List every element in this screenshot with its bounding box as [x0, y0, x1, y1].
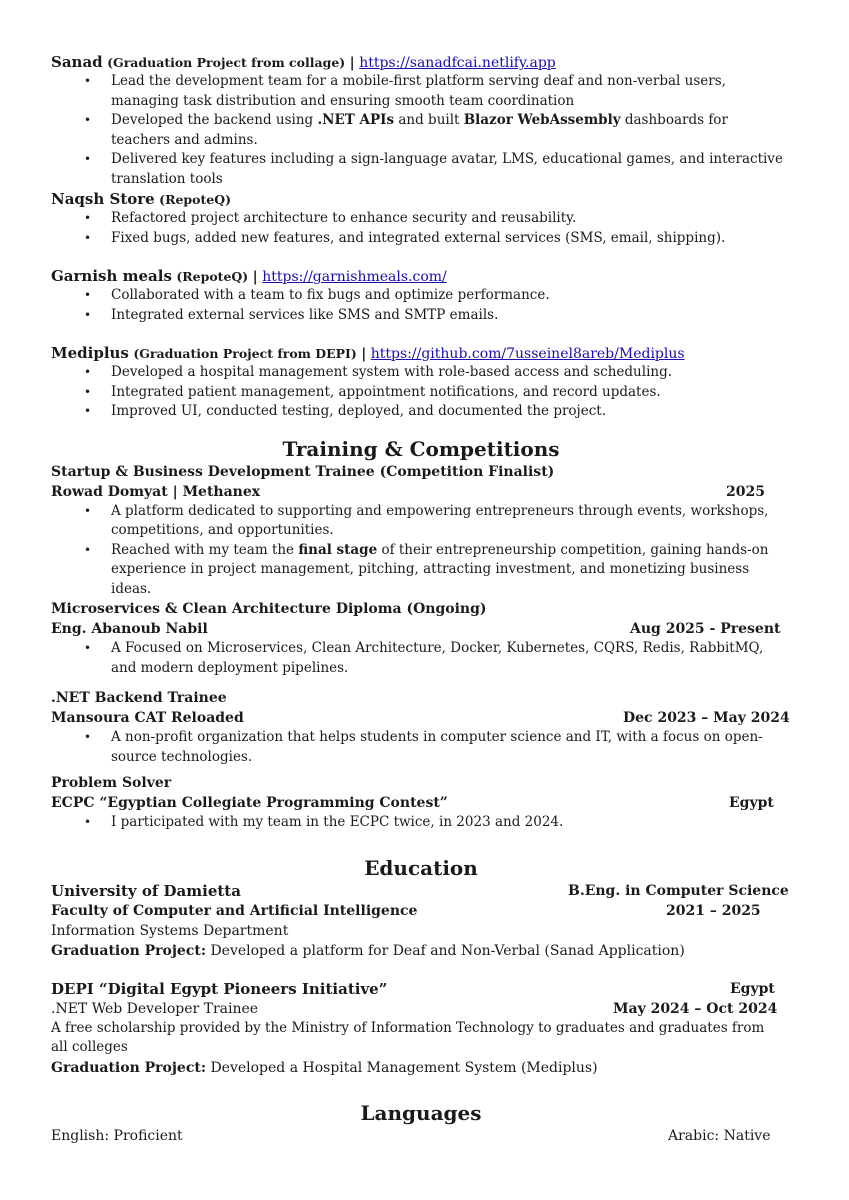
training-org-row	[51, 793, 791, 813]
training-date: Dec 2023 – May 2024	[623, 710, 790, 726]
list-item: • I participated with my team in the ECPC twice, in 2023 and 2024.	[51, 813, 791, 833]
training-org-row	[51, 708, 791, 728]
project-header-sanad	[51, 52, 791, 72]
separator: |	[252, 269, 258, 285]
project-bullets-mediplus	[51, 363, 791, 422]
department: Information Systems Department	[51, 922, 289, 939]
section-title-training: Training & Competitions	[282, 436, 560, 461]
list-item: • Reached with my team the final stage of their entrepreneurship competition, gaining hands-on experience in project management, pitching, attracting investment, and monetizing business ideas.	[51, 541, 791, 600]
training-org: Eng. Abanoub Nabil	[51, 621, 208, 637]
education-uni-row	[51, 881, 791, 901]
list-item: • Developed the backend using .NET APIs and built Blazor WebAssembly dashboards for teachers and admins.	[51, 111, 791, 150]
list-item: • Lead the development team for a mobile-first platform serving deaf and non-verbal users, managing task distribution and ensuring smooth team coordination	[51, 72, 791, 111]
list-item: • Delivered key features including a sign-language avatar, LMS, educational games, and interactive translation tools	[51, 150, 791, 189]
years: 2021 – 2025	[666, 902, 761, 919]
training-date: Aug 2025 - Present	[630, 621, 781, 637]
separator: |	[349, 55, 355, 71]
education-depi-row	[51, 979, 791, 999]
training-bullets	[51, 813, 791, 833]
graduation-project: Graduation Project: Developed a Hospital Management System (Mediplus)	[51, 1059, 598, 1076]
education-depi-role-row	[51, 999, 791, 1019]
language-english: English: Proficient	[51, 1127, 183, 1144]
section-title-languages: Languages	[360, 1100, 482, 1125]
list-item: • Improved UI, conducted testing, deployed, and documented the project.	[51, 402, 791, 422]
project-header-mediplus	[51, 343, 791, 363]
resume-page	[51, 52, 791, 1146]
project-context: (Graduation Project from collage)	[107, 55, 346, 70]
training-date: Egypt	[729, 795, 774, 811]
list-item: • Refactored project architecture to enhance security and reusability.	[51, 209, 791, 229]
training-org: Mansoura CAT Reloaded	[51, 710, 244, 726]
project-context: (RepoteQ)	[176, 269, 249, 284]
project-name: Naqsh Store	[51, 190, 155, 208]
training-org: Rowad Domyat | Methanex	[51, 483, 261, 500]
list-item: • Fixed bugs, added new features, and integrated external services (SMS, email, shipping).	[51, 229, 791, 249]
training-role: .NET Backend Trainee	[51, 690, 227, 706]
depi-dates: May 2024 – Oct 2024	[613, 1000, 778, 1017]
section-title-education: Education	[364, 855, 478, 880]
project-context: (RepoteQ)	[159, 192, 232, 207]
list-item: • Developed a hospital management system with role-based access and scheduling.	[51, 363, 791, 383]
degree: B.Eng. in Computer Science	[568, 882, 789, 899]
list-item: • Integrated external services like SMS and SMTP emails.	[51, 306, 791, 326]
training-date: 2025	[726, 483, 765, 500]
project-link-sanad[interactable]: https://sanadfcai.netlify.app	[359, 55, 556, 71]
project-bullets-garnish	[51, 286, 791, 325]
training-bullets	[51, 502, 791, 600]
project-link-mediplus[interactable]: https://github.com/7usseinel8areb/Mediplus	[370, 346, 685, 362]
project-context: (Graduation Project from DEPI)	[133, 346, 357, 361]
project-bullets-sanad	[51, 72, 791, 189]
list-item: • Integrated patient management, appointment notifications, and record updates.	[51, 383, 791, 403]
training-bullets	[51, 728, 791, 767]
depi-description: A free scholarship provided by the Ministry of Information Technology to graduates and graduates from all colleges	[51, 1019, 765, 1055]
language-arabic: Arabic: Native	[668, 1127, 771, 1144]
depi-role: .NET Web Developer Trainee	[51, 1000, 259, 1017]
project-bullets-naqsh	[51, 209, 791, 248]
project-name: Sanad	[51, 53, 103, 71]
project-link-garnish[interactable]: https://garnishmeals.com/	[262, 269, 447, 285]
list-item: • A platform dedicated to supporting and empowering entrepreneurs through events, workshops, competitions, and opportunities.	[51, 502, 791, 541]
separator: |	[361, 346, 367, 362]
depi-name: DEPI “Digital Egypt Pioneers Initiative”	[51, 979, 388, 998]
training-org-row	[51, 619, 791, 639]
graduation-project: Graduation Project: Developed a platform for Deaf and Non-Verbal (Sanad Application)	[51, 942, 685, 959]
project-name: Mediplus	[51, 344, 129, 362]
faculty: Faculty of Computer and Artificial Intelligence	[51, 902, 418, 919]
training-org: ECPC “Egyptian Collegiate Programming Contest”	[51, 795, 448, 811]
depi-location: Egypt	[730, 980, 775, 997]
list-item: • Collaborated with a team to fix bugs and optimize performance.	[51, 286, 791, 306]
training-role: Microservices & Clean Architecture Diploma (Ongoing)	[51, 601, 487, 617]
list-item: • A non-profit organization that helps students in computer science and IT, with a focus on open-source technologies.	[51, 728, 791, 767]
project-header-naqsh	[51, 189, 791, 209]
education-faculty-row	[51, 901, 791, 921]
university-name: University of Damietta	[51, 881, 241, 900]
list-item: • A Focused on Microservices, Clean Architecture, Docker, Kubernetes, CQRS, Redis, RabbitMQ, and modern deployment pipelines.	[51, 639, 791, 678]
training-role: Problem Solver	[51, 775, 172, 791]
languages-row	[51, 1126, 791, 1146]
training-role: Startup & Business Development Trainee (Competition Finalist)	[51, 463, 555, 480]
project-name: Garnish meals	[51, 267, 172, 285]
training-org-row	[51, 482, 791, 502]
project-header-garnish	[51, 266, 791, 286]
training-bullets	[51, 639, 791, 678]
